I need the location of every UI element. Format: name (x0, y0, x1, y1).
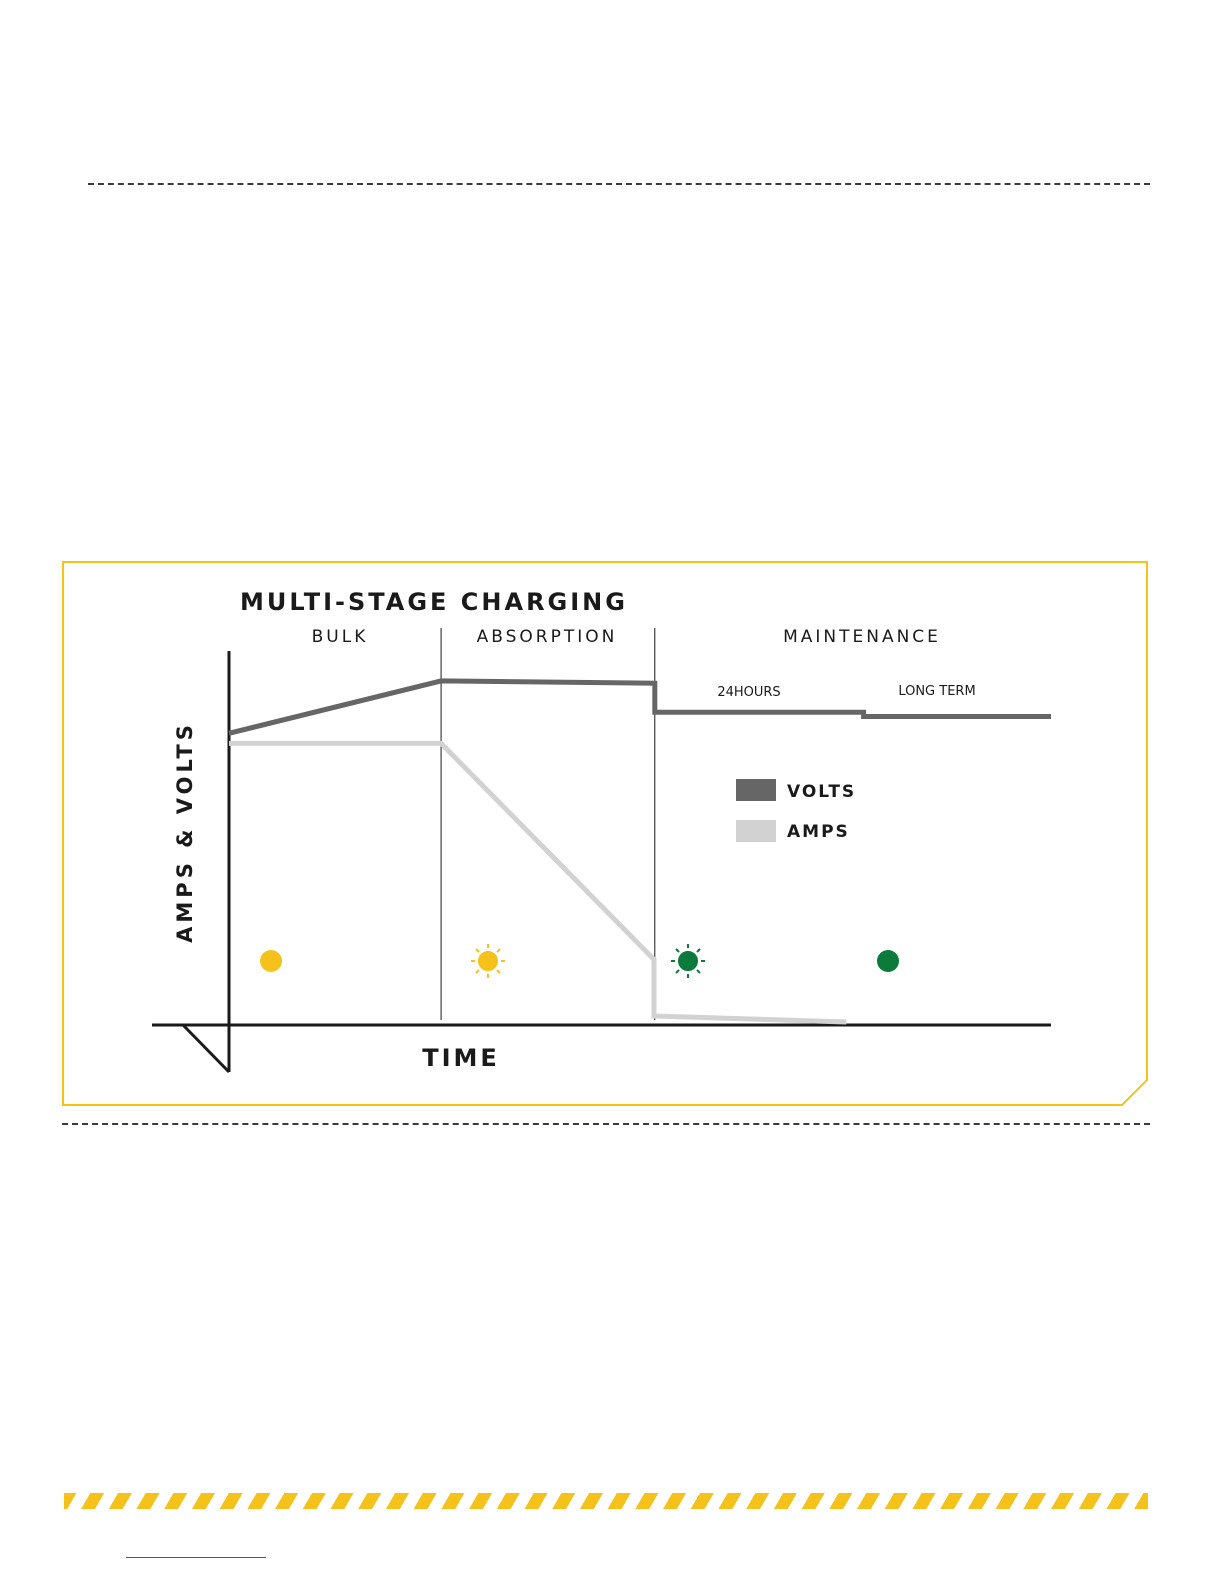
substage-label-long-term: LONG TERM (898, 684, 976, 699)
indicator-light-blinking-yellow-icon (471, 944, 505, 978)
x-axis-label: TIME (422, 1044, 500, 1072)
axis-corner-flourish (183, 1025, 229, 1072)
hazard-stripe-bar (64, 1493, 1148, 1509)
legend-swatch-amps (736, 820, 776, 842)
series-layer (229, 681, 1051, 1022)
legend-label-volts: VOLTS (787, 782, 857, 802)
stage-label-maintenance: MAINTENANCE (783, 627, 941, 647)
footer-link-underline (126, 1557, 266, 1558)
legend-label-amps: AMPS (787, 822, 850, 842)
indicator-light-blinking-green-icon (671, 944, 705, 978)
y-axis-label: AMPS & VOLTS (173, 721, 197, 943)
substage-label-24hours: 24HOURS (717, 685, 781, 700)
indicator-light-solid-green-icon (877, 950, 899, 972)
chart-title: MULTI-STAGE CHARGING (240, 588, 628, 616)
stage-label-bulk: BULK (311, 627, 369, 647)
dashed-divider-bottom (62, 1123, 1150, 1125)
stage-label-absorption: ABSORPTION (476, 627, 618, 647)
legend-swatch-volts (736, 779, 776, 801)
indicator-light-solid-yellow-icon (260, 950, 282, 972)
